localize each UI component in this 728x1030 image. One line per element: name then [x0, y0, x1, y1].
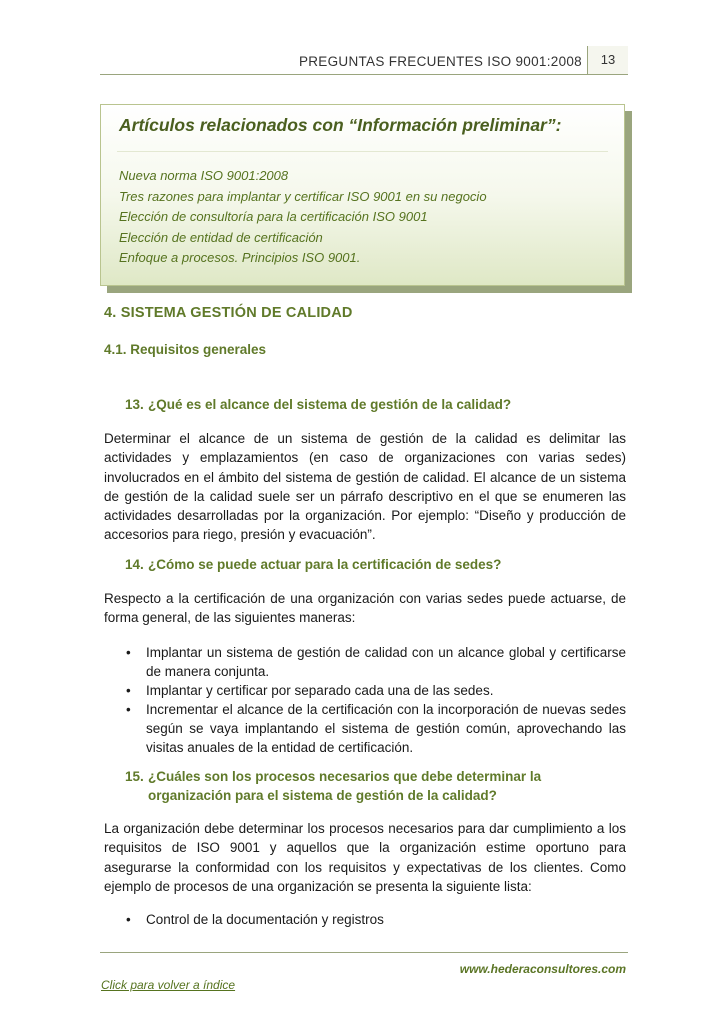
- related-divider: [117, 151, 608, 152]
- question-text: ¿Qué es el alcance del sistema de gestión de la calidad?: [148, 397, 512, 412]
- related-articles-list: [119, 166, 487, 269]
- related-link-consultancy[interactable]: Elección de consultoría para la certificación ISO 9001: [119, 209, 428, 224]
- list-item-text: Implantar y certificar por separado cada una de las sedes.: [146, 683, 494, 698]
- answer-15-paragraph: La organización debe determinar los procesos necesarios para dar cumplimiento a los requisitos de ISO 9001 y aquellos que la organización estime oportuno para asegurarse la conformidad con los requisitos y expectativas de los clientes. Como ejemplo de procesos de una organización se presenta la siguiente lista:: [104, 821, 626, 894]
- list-item-text: Control de la documentación y registros: [146, 912, 384, 927]
- list-item: [126, 910, 626, 929]
- answer-15-bullet-list: [126, 910, 626, 929]
- question-14: [125, 555, 625, 574]
- question-text: ¿Cuáles son los procesos necesarios que debe determinar la organización para el sistema de gestión de la calidad?: [148, 769, 542, 803]
- list-item: [126, 700, 626, 757]
- answer-14-bullet-list: [126, 643, 626, 757]
- related-link-process-approach[interactable]: Enfoque a procesos. Principios ISO 9001.: [119, 250, 361, 265]
- list-item-text: Incrementar el alcance de la certificación con la incorporación de nuevas sedes según se vaya implantando el sistema de gestión común, aprovechando las visitas anuales de la entidad de certificación.: [146, 702, 626, 755]
- related-link-cert-body[interactable]: Elección de entidad de certificación: [119, 229, 323, 245]
- bullet-icon: •: [126, 912, 131, 927]
- related-articles-title: Artículos relacionados con “Información preliminar”:: [119, 115, 562, 135]
- related-link-three-reasons[interactable]: Tres razones para implantar y certificar ISO 9001 en su negocio: [119, 188, 487, 204]
- question-number: 14.: [125, 557, 144, 572]
- back-to-index-link[interactable]: Click para volver a índice: [101, 978, 236, 992]
- section-heading: 4. SISTEMA GESTIÓN DE CALIDAD: [104, 305, 353, 321]
- list-item: [126, 681, 626, 700]
- question-13: [125, 395, 625, 414]
- bullet-icon: •: [126, 683, 131, 698]
- question-number: 15.: [125, 769, 144, 784]
- footer-website[interactable]: www.hederaconsultores.com: [459, 962, 626, 976]
- bullet-icon: •: [126, 702, 131, 717]
- page-number: 13: [587, 46, 628, 74]
- question-text: ¿Cómo se puede actuar para la certificación de sedes?: [148, 557, 502, 572]
- subsection-heading: 4.1. Requisitos generales: [104, 342, 267, 357]
- related-articles-box: [100, 104, 625, 286]
- bullet-icon: •: [126, 645, 131, 660]
- footer-divider: [100, 952, 628, 953]
- answer-14-paragraph: Respecto a la certificación de una organización con varias sedes puede actuarse, de forma general, de las siguientes maneras:: [104, 591, 626, 626]
- question-number: 13.: [125, 397, 144, 412]
- question-15: [125, 767, 625, 805]
- related-link-new-norm[interactable]: Nueva norma ISO 9001:2008: [119, 168, 289, 183]
- list-item-text: Implantar un sistema de gestión de calidad con un alcance global y certificarse de manera conjunta.: [146, 645, 626, 679]
- header-title: PREGUNTAS FRECUENTES ISO 9001:2008: [298, 54, 582, 69]
- page-header: [100, 46, 628, 75]
- answer-13-paragraph: Determinar el alcance de un sistema de gestión de la calidad es delimitar las actividades y emplazamientos (en caso de organizaciones con varias sedes) involucrados en el ámbito del sistema de gestión de calidad. El alcance de un sistema de gestión de la calidad suele ser un párrafo descriptivo en el que se enumeren las actividades desarrolladas por la organización. Por ejemplo: “Diseño y producción de accesorios para riego, presión y evacuación”.: [104, 431, 626, 543]
- list-item: [126, 643, 626, 681]
